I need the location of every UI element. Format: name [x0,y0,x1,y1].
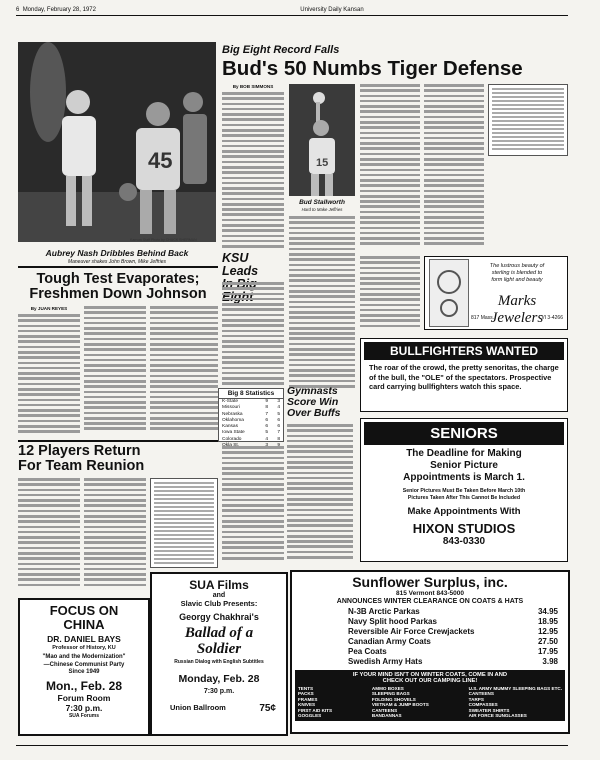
seniors-make: Make Appointments With [407,506,521,517]
page-date-line [16,7,96,13]
gymnasts-headline-line2: Score Win [287,396,339,409]
tough-test-headline-line2: Freshmen Down Johnson [29,286,207,303]
surplus-item-name: Navy Split hood Parkas [348,617,437,626]
surplus-item-price: 12.95 [537,627,558,636]
surplus-item-name: Swedish Army Hats [348,657,423,666]
main-story-col-1 [222,84,284,252]
page-date: Monday, February 28, 1972 [22,7,96,13]
main-story-headline: Bud's 50 Numbs Tiger Defense [222,57,523,80]
seniors-small-line2: Pictures Taken After This Cannot Be Included [407,494,521,501]
big8-standings-table [218,388,284,442]
camping-item: AMMO BOXES [371,686,404,691]
focus-topic-line3: Since 1949 [68,669,100,675]
surplus-item-price: 34.95 [537,607,558,616]
gymnasts-headline-line3: Over Buffs [287,407,341,420]
surplus-item-list [348,607,558,667]
seniors-ad [360,418,568,562]
focus-topic-line1: "Mao and the Modernization" [42,654,126,660]
camping-item: FOLDING SHOVELS [371,696,416,702]
sua-films-time: 7:30 p.m. [203,688,235,695]
surplus-address: 815 Vermont 843-5000 [396,590,464,597]
focus-title-line2: CHINA [63,617,105,632]
section-rule-left-2 [18,440,218,442]
camping-col-3 [469,686,562,718]
main-story-col-4 [424,84,484,252]
standings-losses: 7 [277,430,280,436]
sua-films-line1: SUA Films [189,578,249,592]
camping-item: BANDANNAS [371,713,402,719]
page-header [16,7,568,13]
stallworth-caption-sub: Hard to Make Jeffries [301,207,343,212]
standings-wins: 6 [265,417,268,423]
standings-losses: 8 [277,436,280,442]
surplus-item-name: Reversible Air Force Crewjackets [348,627,475,636]
basketball-photo-image [18,42,216,242]
camping-item: CANTEENS [371,707,398,713]
photo-caption-sub: Maneuver shakes John Brown, Mike Jeffries [67,259,167,265]
surplus-item-price: 27.50 [537,637,558,646]
film-title-line1: Ballad of a [184,625,254,641]
seniors-line1: The Deadline for Making [406,448,522,459]
footer-rule [16,745,568,746]
gymnasts-headline [287,386,355,419]
twelve-players-headline [18,444,218,474]
bullfighters-title: BULLFIGHTERS WANTED [364,342,564,360]
surplus-name: Sunflower Surplus, inc. [352,574,508,590]
standings-wins: 6 [265,424,268,430]
gymnasts-story [287,424,353,568]
paper-name: University Daily Kansan [300,7,364,13]
standings-wins: 9 [265,399,268,404]
surplus-item-name: Canadian Army Coats [348,637,431,646]
standings-losses: 6 [277,417,280,423]
tough-test-headline-line1: Tough Test Evaporates; [36,271,200,287]
sunflower-surplus-ad [290,570,570,734]
twelve-players-stats [150,478,218,568]
main-story-col-2b [289,216,355,396]
surplus-announcement: ANNOUNCES WINTER CLEARANCE ON COATS & HATS [336,598,524,605]
camping-item: SLEEPING BAGS [371,691,410,697]
sua-films-subtitle: Russian Dialog with English Subtitles [174,659,264,665]
page-number: 6 [16,7,20,13]
bullfighters-ad [360,338,568,412]
seniors-small-line1: Senior Pictures Must Be Taken Before March 10th [402,488,526,494]
header-rule [16,15,568,16]
basketball-photo [18,42,216,242]
focus-topic-line2: —Chinese Communist Party [43,661,125,668]
sua-films-line3: Slavic Club Presents: [180,599,258,608]
stallworth-caption: Bud Stallworth [299,199,345,206]
gymnasts-headline-line1: Gymnasts [287,385,338,397]
sua-films-ad [150,572,288,736]
sua-films-place: Union Ballroom [170,703,226,712]
standings-team: Kansas [222,424,238,430]
jewelers-phone: VI 3-4266 [541,315,563,321]
surplus-item-price: 3.98 [542,657,558,666]
standings-losses: 6 [277,424,280,430]
tough-test-col-1 [18,306,80,436]
standings-team: K-State [222,399,238,404]
jewelry-illustration [429,259,469,327]
surplus-item [348,607,558,617]
twelve-players-line1: 12 Players Return [18,443,141,459]
main-story-col-3 [360,84,420,252]
sua-films-line2: and [212,592,226,599]
surplus-item [348,637,558,647]
jewelers-tagline-3: form light and beauty [491,277,543,283]
focus-speaker: DR. DANIEL BAYS [47,634,121,644]
svg-text:45: 45 [148,148,173,173]
ksu-headline-line1: KSU Leads [222,251,259,279]
standings-wins: 7 [265,411,268,417]
twelve-players-col-2 [84,478,146,594]
camping-item: AIR FORCE SUNGLASSES [468,713,527,719]
standings-losses: 3 [277,399,280,404]
standings-team: Colorado [222,436,242,442]
camping-item: TARPS [468,696,484,702]
focus-title-line1: FOCUS ON [49,603,119,618]
focus-speaker-title: Professor of History, KU [52,645,116,651]
surplus-item-name: Pea Coats [348,647,387,656]
camping-item: FRAMES [298,696,318,702]
stallworth-photo [289,84,355,196]
photo-credit: Kansan Staff Photo by CHUCK SHERMAN [130,238,197,242]
focus-date: Mon., Feb. 28 [45,678,122,693]
surplus-item [348,627,558,637]
marks-jewelers-ad [424,256,568,330]
tough-test-byline: By JUAN REYES [30,306,68,311]
stallworth-photo-image [289,84,355,196]
camping-item: U.S. ARMY MUMMY SLEEPING BAGS ETC. [468,686,562,691]
jewelers-tagline-2: sterling is blended to [491,270,543,276]
seniors-studio: HIXON STUDIOS [412,521,516,536]
camping-item: KNIVES [298,702,316,708]
camping-col-2 [372,686,429,718]
bullfighters-body: The roar of the crowd, the pretty senoritas, the charge of the bull, the "OLE" of the spectators. Prospective card carrying bullfighters watch this space. [369,363,559,391]
main-story-kicker: Big Eight Record Falls [222,44,340,56]
surplus-item-price: 18.95 [537,617,558,626]
camping-item: FIRST AID KITS [298,707,333,713]
section-rule-left [18,266,218,268]
standings-losses: 5 [277,411,280,417]
sua-films-presenter: Georgy Chakhrai's [179,612,259,622]
tough-test-headline [18,272,218,302]
camping-item: VIETNAM & JUMP BOOTS [371,702,429,708]
focus-on-china-ad [18,598,150,736]
camping-item: PACKS [298,691,314,697]
jewelers-tagline-1: The lustrous beauty of [489,263,545,269]
standings-team: Missouri [222,405,240,411]
camping-item: SWEATER SHIRTS [468,707,510,713]
focus-place: Forum Room [57,692,111,703]
film-title-line2: Soldier [196,641,242,657]
standings-wins: 4 [265,436,268,442]
camping-item: GOGGLES [298,713,322,719]
surplus-item [348,647,558,657]
camping-box [295,670,565,721]
tough-test-col-2 [84,306,146,436]
seniors-title: SENIORS [364,422,564,445]
focus-sponsor: SUA Forums [68,712,100,719]
camping-item: TENTS [298,686,314,691]
surplus-item-name: N-3B Arctic Parkas [348,607,420,616]
twelve-players-col-1 [18,478,80,594]
seniors-line2: Senior Picture [430,460,498,471]
sua-films-date: Monday, Feb. 28 [178,673,260,685]
main-story-col-3b [360,256,420,332]
jewelers-name: Marks Jewelers [490,293,544,326]
camping-item: COMPASSES [468,702,498,708]
standings-team: Iowa State [222,430,245,436]
surplus-item-price: 17.95 [537,647,558,656]
sua-films-price: 75¢ [259,703,276,714]
surplus-footer-1: IF YOUR MIND ISN'T ON WINTER COATS, COME IN AND [352,672,508,678]
surplus-footer-2: CHECK OUT OUR CAMPING LINE! [382,678,478,684]
surplus-item [348,657,558,667]
focus-time: 7:30 p.m. [65,702,103,713]
jewelers-address: 817 Mass. [471,315,495,321]
standings-wins: 5 [265,430,268,436]
main-story-byline: By BOB SIMMONS [232,84,274,89]
seniors-line3: Appointments is March 1. [403,472,525,483]
standings-title: Big 8 Statistics [219,389,283,399]
standings-wins: 8 [265,405,268,411]
photo-caption-title: Aubrey Nash Dribbles Behind Back [45,248,189,258]
standings-team: Oklahoma [222,417,244,423]
seniors-phone: 843-0330 [442,536,486,547]
camping-item: CANTEENS [468,691,494,697]
standings-team: Nebraska [222,411,243,417]
twelve-players-line2: For Team Reunion [18,458,145,475]
box-score [488,84,568,156]
standings-rows [219,399,283,449]
tough-test-col-3 [150,306,218,436]
ksu-story-continued [222,446,284,566]
camping-col-1 [298,686,332,718]
svg-text:15: 15 [316,157,329,169]
standings-losses: 4 [277,405,280,411]
surplus-item [348,617,558,627]
